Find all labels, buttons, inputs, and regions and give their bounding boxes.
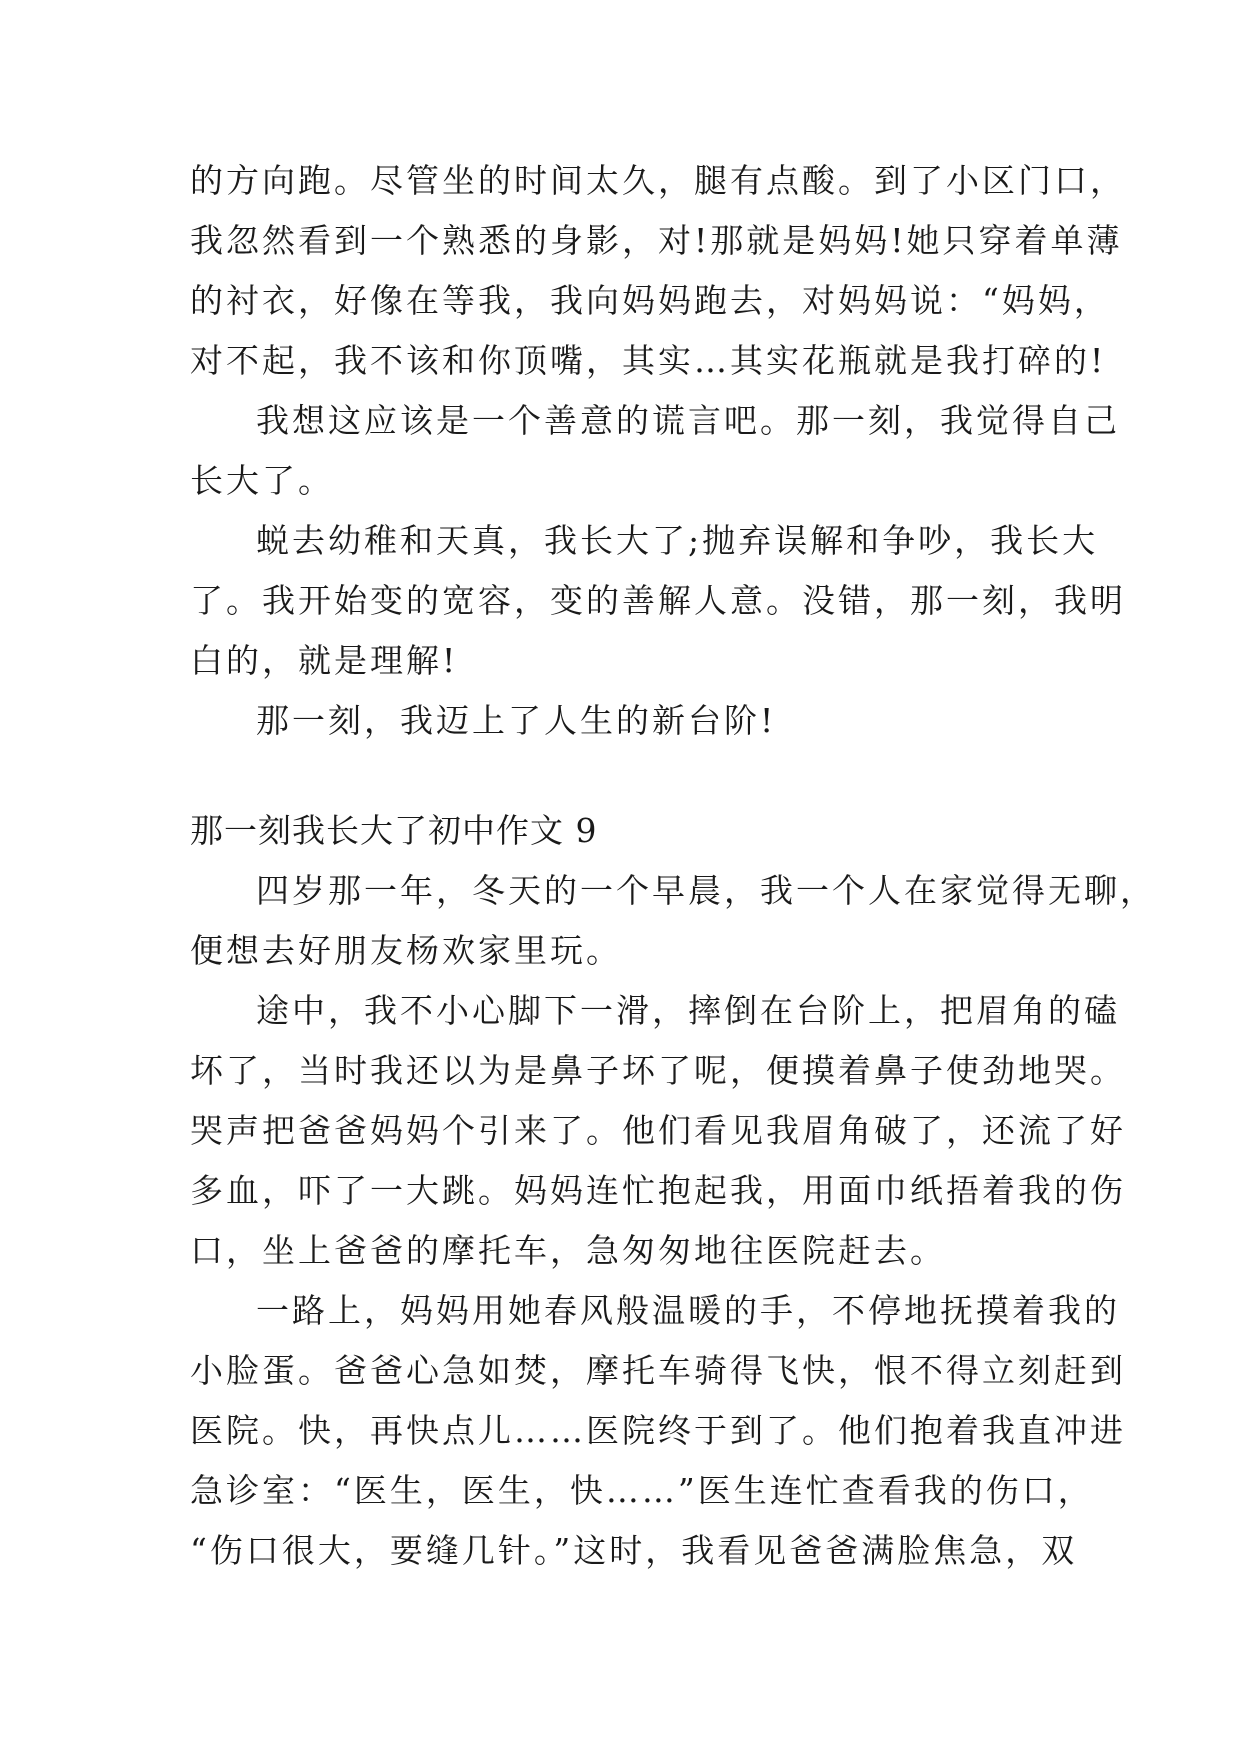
text-line: 我忽然看到一个熟悉的身影，对!那就是妈妈!她只穿着单薄: [190, 221, 1123, 260]
text-line: 对不起，我不该和你顶嘴，其实…其实花瓶就是我打碎的!: [190, 341, 1107, 380]
text-line: 白的，就是理解!: [190, 641, 459, 680]
paragraph-first-line: 途中，我不小心脚下一滑，摔倒在台阶上，把眉角的磕: [256, 991, 1120, 1030]
paragraph-first-line: 一路上，妈妈用她春风般温暖的手，不停地抚摸着我的: [256, 1291, 1120, 1330]
text-line: 口，坐上爸爸的摩托车，急匆匆地往医院赶去。: [190, 1231, 946, 1270]
text-line: 长大了。: [190, 461, 334, 500]
text-line: 急诊室：“医生，医生，快……”医生连忙查看我的伤口，: [190, 1471, 1094, 1510]
text-line: 的衬衣，好像在等我，我向妈妈跑去，对妈妈说：“妈妈，: [190, 281, 1110, 320]
paragraph-first-line: 蜕去幼稚和天真，我长大了;抛弃误解和争吵，我长大: [256, 521, 1099, 560]
text-line: 医院。快，再快点儿……医院终于到了。他们抱着我直冲进: [190, 1411, 1126, 1450]
paragraph-first-line: 我想这应该是一个善意的谎言吧。那一刻，我觉得自己: [256, 401, 1120, 440]
text-line: 便想去好朋友杨欢家里玩。: [190, 931, 622, 970]
paragraph-first-line: 那一刻，我迈上了人生的新台阶!: [256, 701, 777, 740]
text-line: 的方向跑。尽管坐的时间太久，腿有点酸。到了小区门口，: [190, 161, 1126, 200]
text-line: “伤口很大，要缝几针。”这时，我看见爸爸满脸焦急，双: [190, 1531, 1078, 1570]
text-line: 小脸蛋。爸爸心急如焚，摩托车骑得飞快，恨不得立刻赶到: [190, 1351, 1126, 1390]
text-line: 多血，吓了一大跳。妈妈连忙抱起我，用面巾纸捂着我的伤: [190, 1171, 1126, 1210]
paragraph-first-line: 四岁那一年，冬天的一个早晨，我一个人在家觉得无聊，: [256, 871, 1156, 910]
section-heading: 那一刻我长大了初中作文 9: [190, 811, 598, 850]
text-line: 了。我开始变的宽容，变的善解人意。没错，那一刻，我明: [190, 581, 1126, 620]
text-line: 坏了，当时我还以为是鼻子坏了呢，便摸着鼻子使劲地哭。: [190, 1051, 1126, 1090]
text-line: 哭声把爸爸妈妈个引来了。他们看见我眉角破了，还流了好: [190, 1111, 1126, 1150]
